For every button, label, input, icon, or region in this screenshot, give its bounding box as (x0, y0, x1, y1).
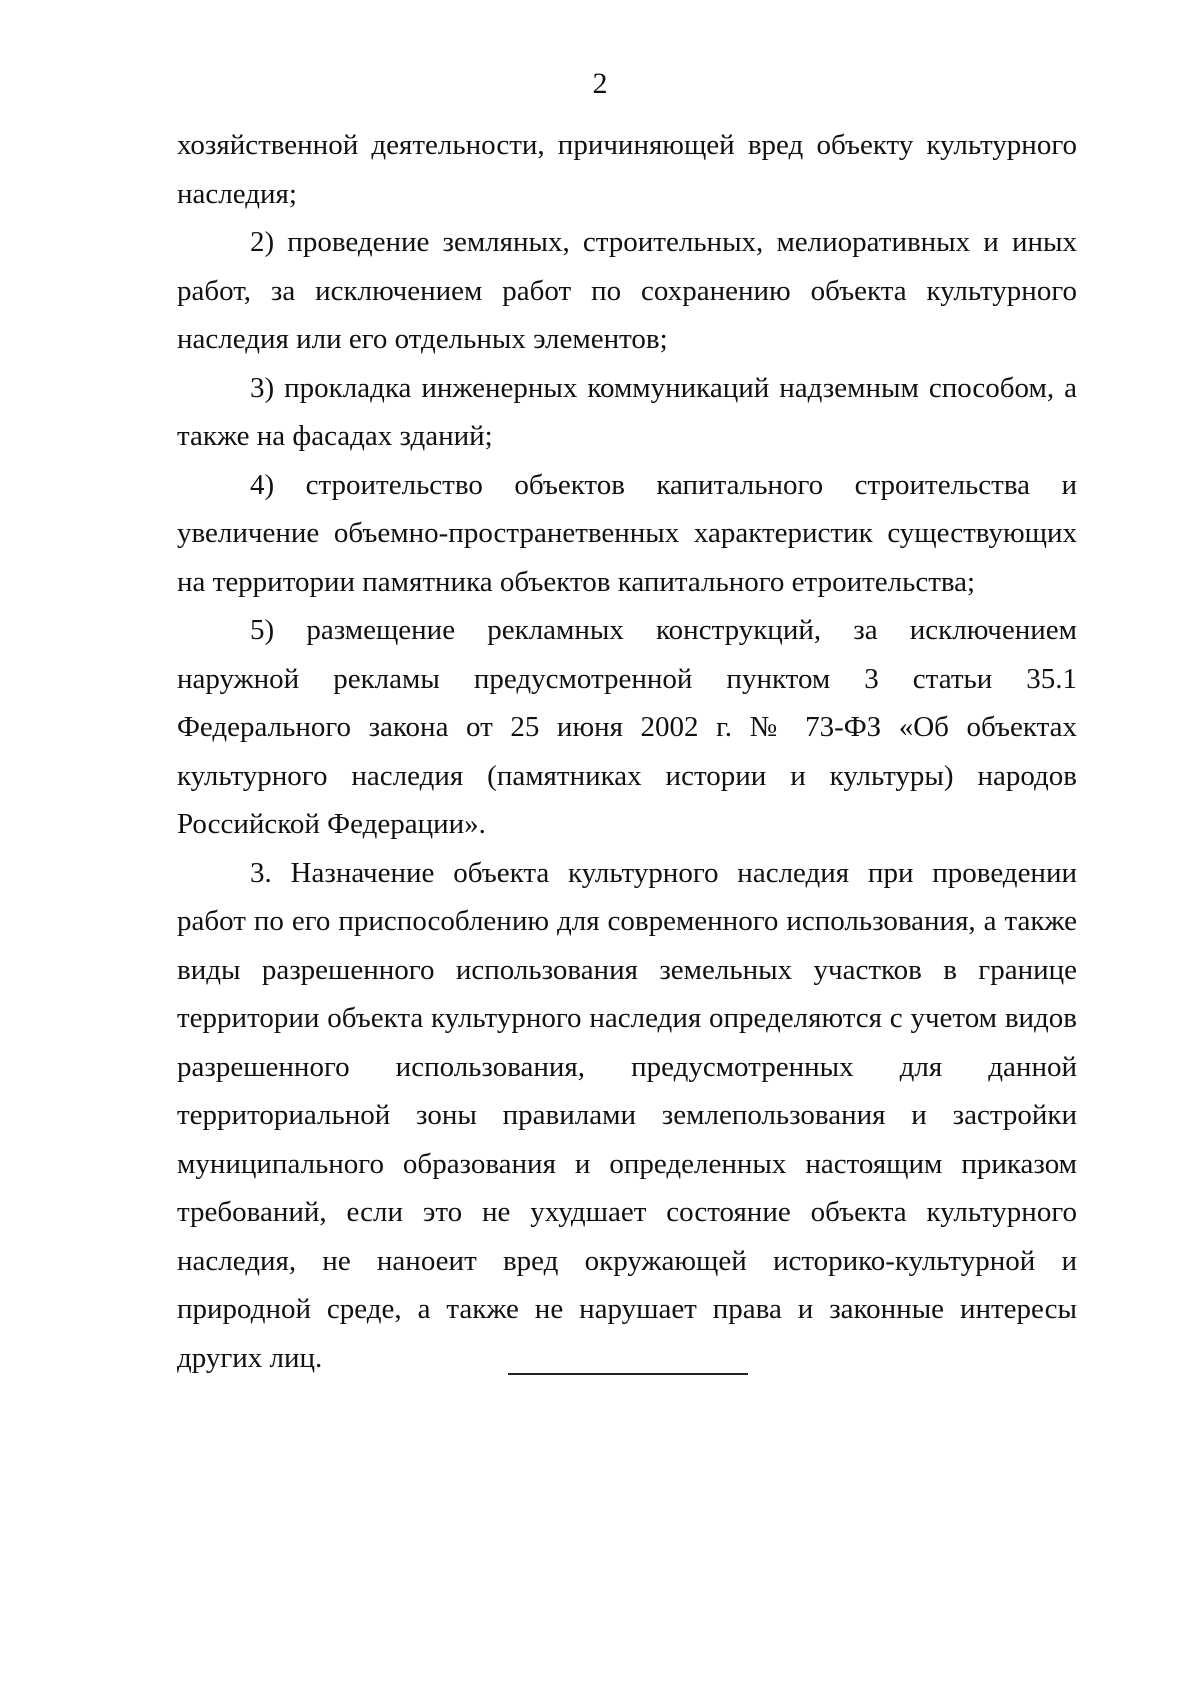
paragraph-section-3: 3. Назначение объекта культурного наследия при проведении работ по его приспособлению для современного использования, а также виды разрешенного использования земельных участков в границе территории объекта культурного наследия определяются с учетом видов разрешенного использования, предусмотренных для данной территориальной зоны правилами землепользования и застройки муниципального образования и определенных настоящим приказом требований, если это не ухудшает состояние объекта культурного наследия, не наноеит вред окружающей историко-культурной и природной среде, а также не нарушает права и законные интересы других лиц. (177, 856, 1077, 1374)
document-body (177, 121, 1077, 1382)
paragraph-item-4: 4) строительство объектов капитального строительства и увеличение объемно-пространетвенных характеристик существующих на территории памятника объектов капитального етроительства; (177, 468, 1077, 598)
paragraph-item-2: 2) проведение земляных, строительных, мелиоративных и иных работ, за исключением работ по сохранению объекта культурного наследия или его отдельных элементов; (177, 226, 1077, 355)
paragraph-item-3: 3) прокладка инженерных коммуникаций надземным способом, а также на фасадах зданий; (177, 371, 1077, 452)
end-divider-line (508, 1373, 748, 1375)
paragraph-item-5: 5) размещение рекламных конструкций, за исключением наружной рекламы предусмотренной пунктом 3 статьи 35.1 Федерального закона от 25 июня 2002 г. № 73-ФЗ «Об объектах культурного наследия (памятниках истории и культуры) народов Российской Федерации». (177, 614, 1077, 840)
paragraph-continuation: хозяйственной деятельности, причиняющей вред объекту культурного наследия; (177, 129, 1077, 210)
page-number: 2 (592, 67, 608, 100)
